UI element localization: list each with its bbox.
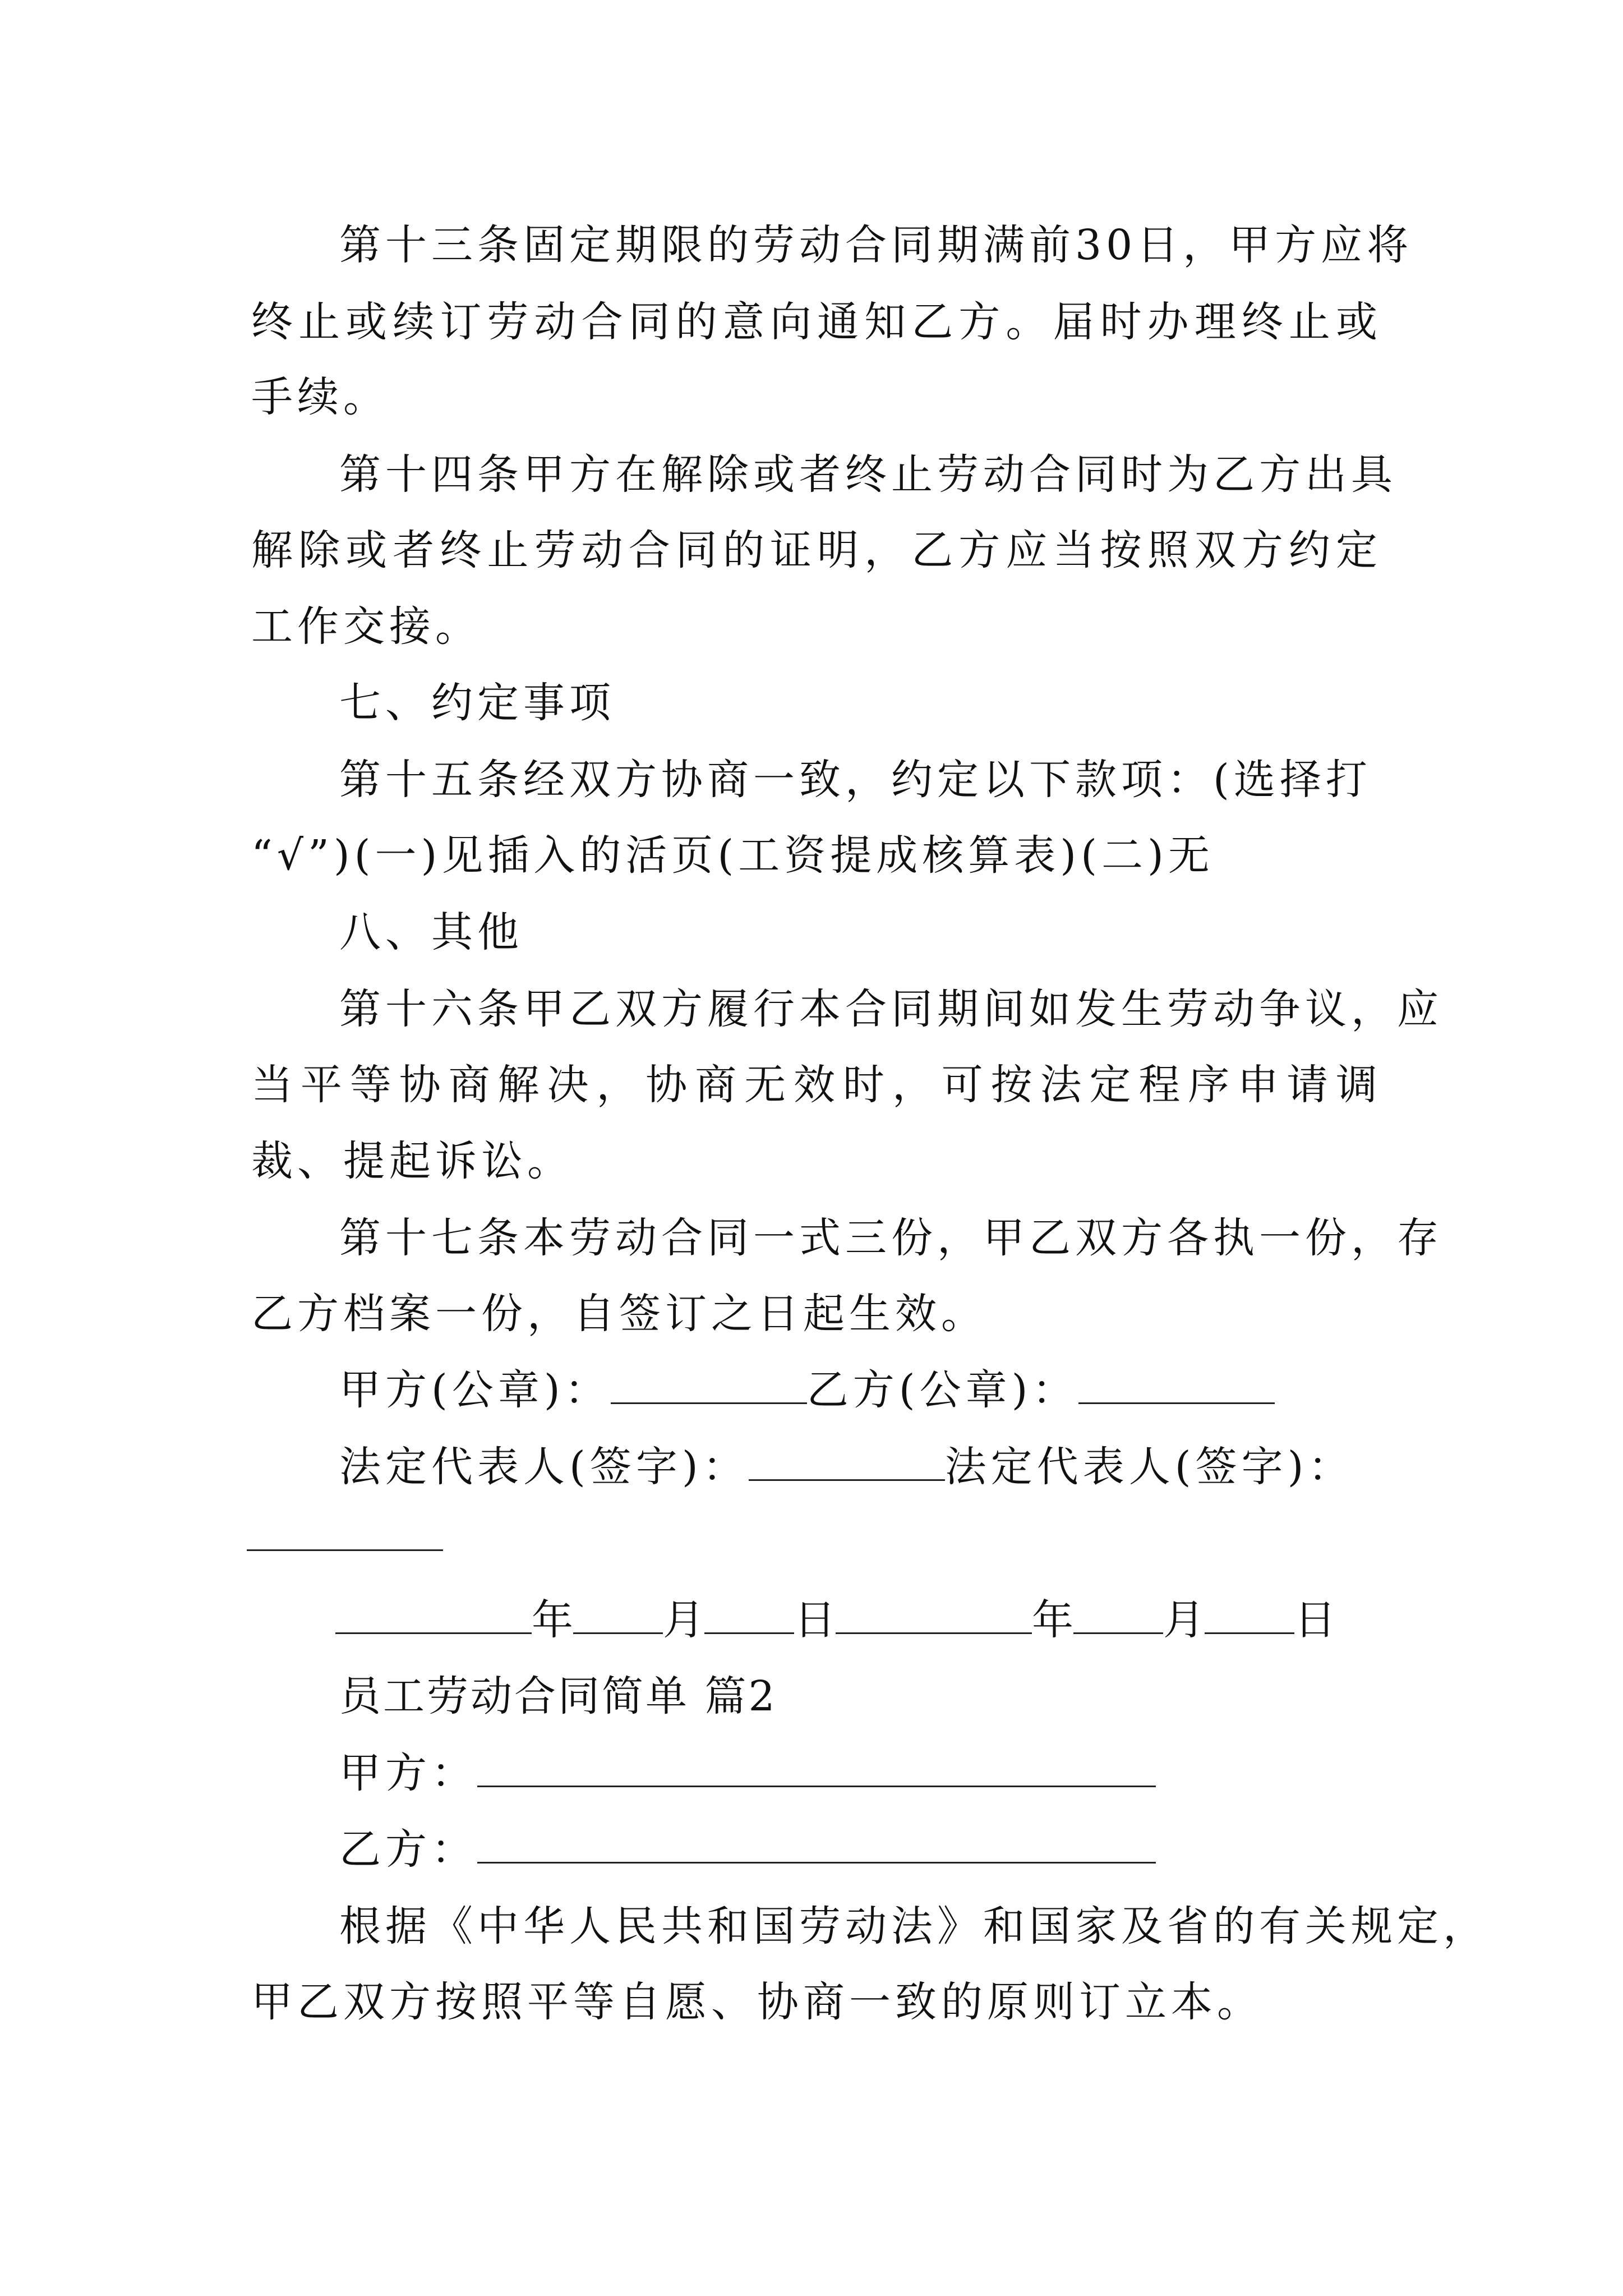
- date-b-month-label: 月: [1163, 1596, 1205, 1644]
- article-17-line-2: 乙方档案一份，自签订之日起生效。: [251, 1290, 987, 1338]
- article-13-line-2: 终止或续订劳动合同的意向通知乙方。届时办理终止或: [251, 298, 1382, 346]
- article-17-line-1: 第十七条本劳动合同一式三份，甲乙双方各执一份，存: [339, 1214, 1443, 1262]
- party-a-line: [339, 1745, 1156, 1801]
- representative-b-blank: [247, 1549, 443, 1551]
- date-b-year-label: 年: [1032, 1596, 1073, 1644]
- basis-line-1: 根据《中华人民共和国劳动法》和国家及省的有关规定，: [339, 1902, 1489, 1950]
- party-b-label: 乙方：: [339, 1825, 477, 1874]
- article-15-line-2: “√”)(一)见插入的活页(工资提成核算表)(二)无: [251, 831, 1214, 880]
- date-a-month-label: 月: [663, 1596, 704, 1644]
- date-a-month-blank: [573, 1599, 663, 1634]
- seal-a-label: 甲方(公章)：: [339, 1366, 611, 1414]
- party-a-blank: [477, 1752, 1156, 1787]
- article-15-line-1: 第十五条经双方协商一致，约定以下款项：(选择打: [339, 756, 1372, 804]
- representative-line: [339, 1439, 1354, 1495]
- party-a-label: 甲方：: [339, 1749, 477, 1797]
- date-b-month-blank: [1073, 1599, 1163, 1634]
- article-16-line-3: 裁、提起诉讼。: [251, 1137, 573, 1185]
- date-line: [335, 1592, 1336, 1648]
- representative-b-label: 法定代表人(签字)：: [944, 1443, 1354, 1491]
- article-13-line-1: 第十三条固定期限的劳动合同期满前30日，甲方应将: [339, 221, 1413, 269]
- part-2-title: 员工劳动合同简单 篇2: [339, 1672, 777, 1720]
- date-a-year-label: 年: [532, 1596, 573, 1644]
- article-14-line-2: 解除或者终止劳动合同的证明，乙方应当按照双方约定: [251, 526, 1382, 574]
- representative-a-label: 法定代表人(签字)：: [339, 1443, 749, 1491]
- section-7-heading: 七、约定事项: [339, 679, 615, 727]
- seal-a-blank: [611, 1369, 807, 1404]
- article-14-line-1: 第十四条甲方在解除或者终止劳动合同时为乙方出具: [339, 450, 1397, 499]
- date-a-day-blank: [704, 1599, 794, 1634]
- date-a-year-blank: [335, 1599, 532, 1634]
- date-b-day-label: 日: [1294, 1596, 1336, 1644]
- party-b-blank: [477, 1828, 1156, 1864]
- article-14-line-3: 工作交接。: [251, 602, 481, 651]
- section-8-heading: 八、其他: [339, 908, 523, 956]
- representative-a-blank: [749, 1446, 945, 1481]
- seal-b-label: 乙方(公章)：: [806, 1366, 1078, 1414]
- article-16-line-1: 第十六条甲乙双方履行本合同期间如发生劳动争议，应: [339, 985, 1443, 1033]
- date-a-day-label: 日: [794, 1596, 836, 1644]
- date-b-year-blank: [836, 1599, 1032, 1634]
- article-16-line-2: 当平等协商解决，协商无效时，可按法定程序申请调: [251, 1061, 1382, 1109]
- seal-b-blank: [1078, 1369, 1275, 1404]
- party-b-line: [339, 1821, 1156, 1878]
- article-13-line-3: 手续。: [251, 373, 389, 421]
- date-b-day-blank: [1205, 1599, 1294, 1634]
- seal-line: [339, 1362, 1275, 1418]
- basis-line-2: 甲乙双方按照平等自愿、协商一致的原则订立本。: [251, 1978, 1263, 2026]
